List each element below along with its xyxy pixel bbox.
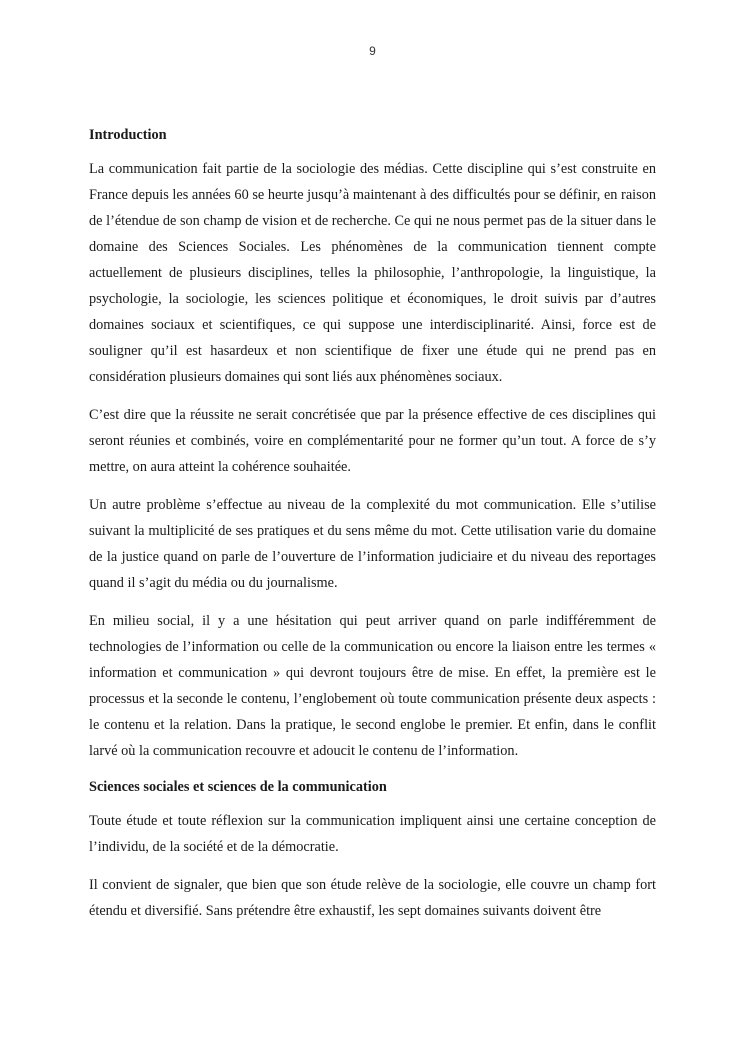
heading-introduction: Introduction (89, 127, 167, 143)
paragraph-intro-1: La communication fait partie de la sociologie des médias. Cette discipline qui s’est construite en France depuis les années 60 se heurte jusqu’à maintenant à des difficultés pour se définir, en raison de l’étendue de son champ de vision et de recherche. Ce qui ne nous permet pas de la situer dans le domaine des Sciences Sociales. Les phénomènes de la communication tiennent compte actuellement de plusieurs disciplines, telles la philosophie, l’anthropologie, la linguistique, la psychologie, la sociologie, les sciences politique et économiques, le droit suivis par d’autres domaines sociaux et scientifiques, ce qui suppose une interdisciplinarité. Ainsi, force est de souligner qu’il est hasardeux et non scientifique de fixer une étude qui ne prend pas en considération plusieurs domaines qui sont liés aux phénomènes sociaux. (89, 161, 656, 385)
paragraph-intro-2: C’est dire que la réussite ne serait concrétisée que par la présence effective de ces disciplines qui seront réunies et combinés, voire en complémentarité pour ne former qu’un tout. A force de s’y mettre, on aura atteint la cohérence souhaitée. (89, 407, 656, 475)
paragraph-sciences-2: Il convient de signaler, que bien que son étude relève de la sociologie, elle couvre un champ fort étendu et diversifié. Sans prétendre être exhaustif, les sept domaines suivants doivent être (89, 877, 656, 919)
document-body (89, 124, 656, 936)
paragraph-intro-4: En milieu social, il y a une hésitation qui peut arriver quand on parle indifféremment de technologies de l’information ou celle de la communication ou encore la liaison entre les termes « information et communication » qui devront toujours être de mise. En effet, la première est le processus et la seconde le contenu, l’englobement où toute communication présente deux aspects : le contenu et la relation. Dans la pratique, le second englobe le premier. Et enfin, dans le conflit larvé où la communication recouvre et adoucit le contenu de l’information. (89, 613, 656, 759)
heading-sciences-sociales: Sciences sociales et sciences de la communication (89, 779, 387, 795)
paragraph-sciences-1: Toute étude et toute réflexion sur la communication impliquent ainsi une certaine conception de l’individu, de la société et de la démocratie. (89, 813, 656, 855)
page-number: 9 (369, 44, 376, 58)
paragraph-intro-3: Un autre problème s’effectue au niveau de la complexité du mot communication. Elle s’utilise suivant la multiplicité de ses pratiques et du sens même du mot. Cette utilisation varie du domaine de la justice quand on parle de l’ouverture de l’information judiciaire et du niveau des reportages quand il s’agit du média ou du journalisme. (89, 497, 656, 591)
